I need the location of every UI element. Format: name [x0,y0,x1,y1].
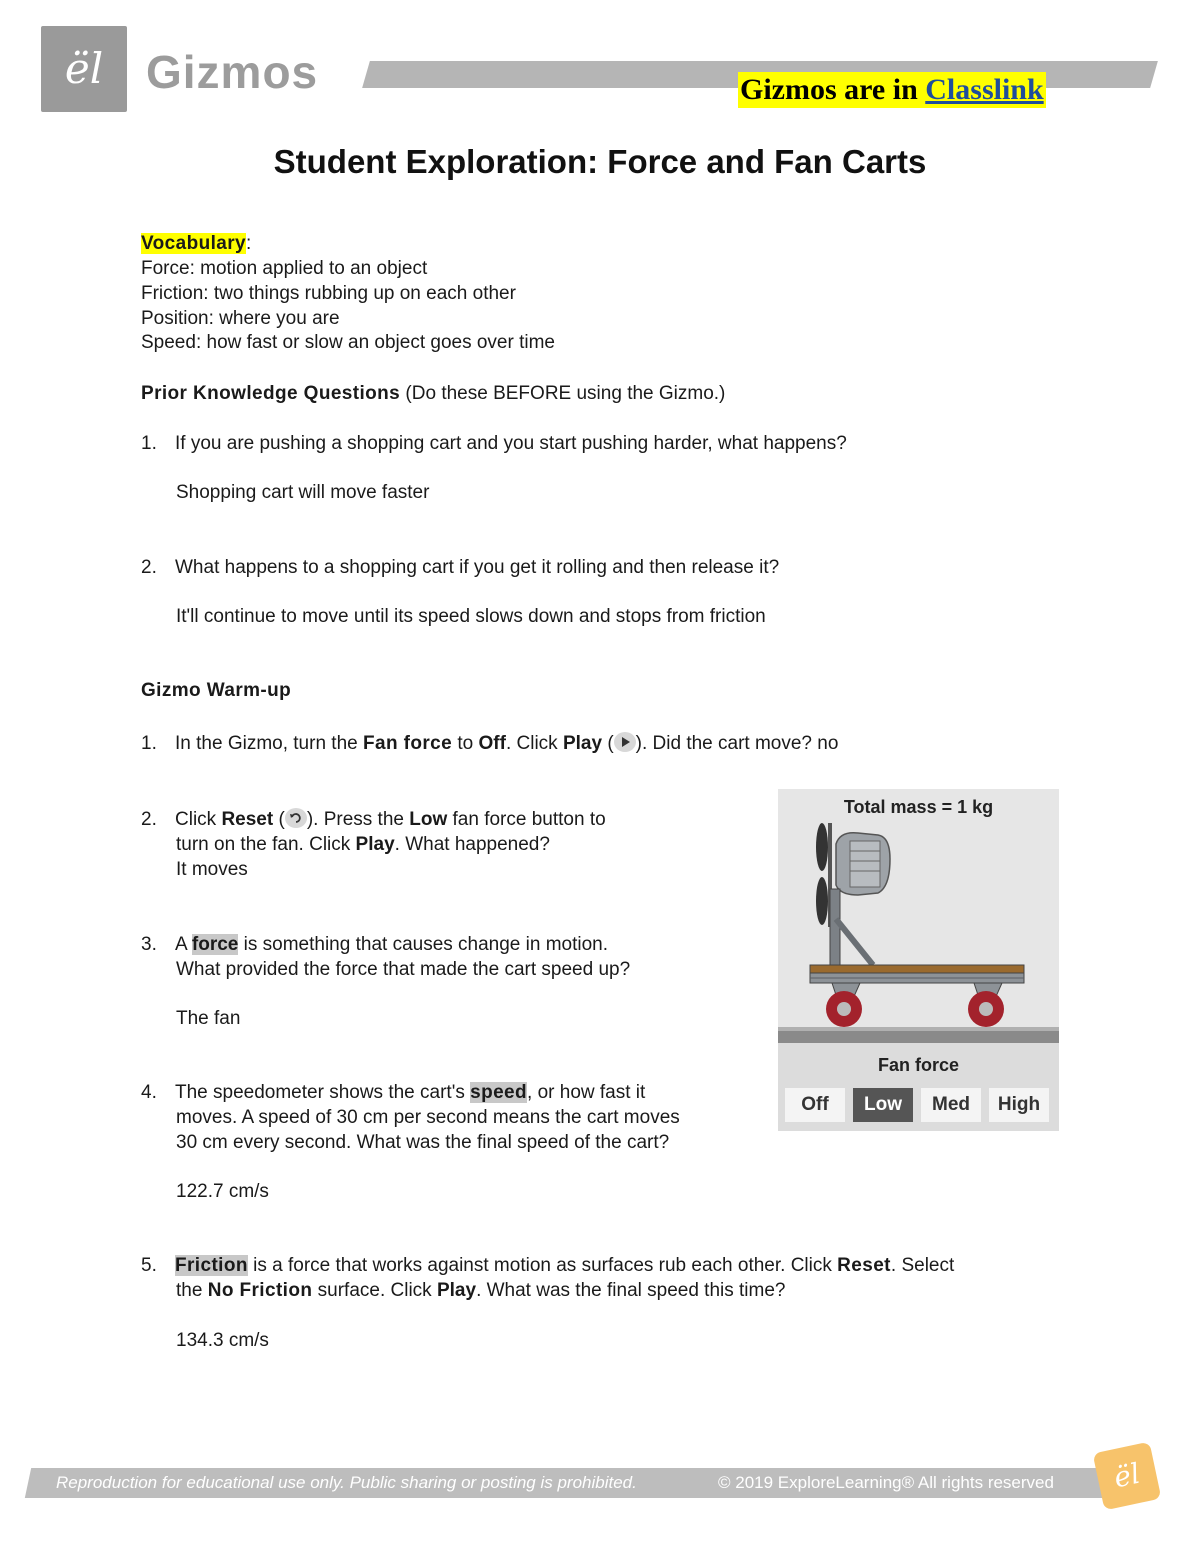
vocabulary-heading-colon: : [246,233,252,254]
fan-force-off-button[interactable]: Off [785,1088,845,1122]
warmup-question-5 [141,1254,954,1278]
q2-text-2: ( [273,809,285,830]
q2-bold-low: Low [409,809,448,830]
warmup-heading [141,679,291,703]
vocabulary-heading [141,232,251,256]
question-number: 2. [141,557,157,578]
vocabulary-item: Force: motion applied to an object [141,258,428,279]
footer-copyright: © 2019 ExploreLearning® All rights reserved [718,1473,1054,1492]
warmup-question-1 [141,732,838,756]
corner-logo-glyph: ël [1110,1456,1143,1495]
q5-line2-text-2: surface. Click [312,1280,437,1301]
q5-text-2: . Select [890,1255,955,1276]
fan-force-high-button[interactable]: High [989,1088,1049,1122]
q1-bold-fan-force: Fan force [362,733,453,754]
prior-heading-label: Prior Knowledge Questions [141,383,401,404]
warmup-question-4 [141,1081,645,1105]
q5-line2-text-1: the [176,1280,208,1301]
question-number: 1. [141,433,157,454]
fan-force-label: Fan force [877,1055,960,1075]
q5-bold-no-friction: No Friction [207,1280,313,1301]
reset-icon [285,808,307,828]
warmup-question-2 [141,808,606,832]
classlink-prefix: Gizmos are in [740,73,926,106]
question-number: 3. [141,934,157,955]
q4-text-1: The speedometer shows the cart's [175,1082,471,1103]
question-number: 2. [141,809,157,830]
brand-name: Gizmos [146,46,319,98]
q1-text-1: In the Gizmo, turn the [175,733,363,754]
warmup-answer-4: 122.7 cm/s [176,1181,269,1202]
q5-bold-reset: Reset [837,1255,891,1276]
warmup-question-3-line-2: What provided the force that made the cart speed up? [176,959,631,980]
warmup-question-4-line-2: moves. A speed of 30 cm per second means the cart moves [176,1107,680,1128]
prior-answer-1: Shopping cart will move faster [176,482,430,503]
prior-heading-note: (Do these BEFORE using the Gizmo.) [400,383,726,404]
footer-reproduction-notice: Reproduction for educational use only. Public sharing or posting is prohibited. [56,1473,637,1492]
q5-text-1: is a force that works against motion as surfaces rub each other. Click [247,1255,838,1276]
play-icon [614,732,636,752]
q1-text-3: . Click [505,733,563,754]
classlink-note [738,72,1046,108]
total-mass-label: Total mass = 1 kg [843,797,994,817]
q5-line2-text-3: . What was the final speed this time? [476,1280,786,1301]
vocabulary-item: Speed: how fast or slow an object goes over time [141,332,556,353]
warmup-question-4-line-3: 30 cm every second. What was the final speed of the cart? [176,1132,670,1153]
q2-line2-text: turn on the fan. Click [176,834,356,855]
warmup-question-5-line-2 [176,1279,786,1303]
warmup-answer-5: 134.3 cm/s [176,1330,269,1351]
q1-bold-off: Off [478,733,506,754]
q2-text-4: fan force button to [447,809,606,830]
gizmo-fan-cart-figure [778,789,1059,1131]
q1-text-4: ( [602,733,614,754]
q1-text-5: ). Did the cart move? no [635,733,839,754]
vocabulary-item: Position: where you are [141,308,340,329]
q2-text-1: Click [175,809,222,830]
q4-term-speed: speed [470,1082,528,1103]
question-number: 1. [141,733,157,754]
q1-bold-play: Play [562,733,603,754]
fan-force-med-button[interactable]: Med [921,1088,981,1122]
prior-question-2 [141,556,779,580]
prior-knowledge-heading [141,382,725,406]
vocabulary-heading-label: Vocabulary [141,233,247,254]
q1-text-2: to [452,733,479,754]
warmup-answer-3: The fan [176,1008,241,1029]
warmup-heading-label: Gizmo Warm-up [141,680,292,701]
q5-term-friction: Friction [175,1255,248,1276]
q5-bold-play: Play [436,1280,477,1301]
q2-bold-reset: Reset [221,809,274,830]
question-text: What happens to a shopping cart if you get it rolling and then release it? [175,557,780,578]
q3-text-1: A [175,934,192,955]
prior-answer-2: It'll continue to move until its speed slows down and stops from friction [176,606,766,627]
q2-line2-text-end: . What happened? [394,834,550,855]
q2-text-3: ). Press the [306,809,410,830]
logo-glyph: ël [64,44,104,93]
classlink-link[interactable]: Classlink [925,73,1044,106]
q3-term-force: force [191,934,239,955]
question-text: If you are pushing a shopping cart and you start pushing harder, what happens? [175,433,847,454]
question-number: 4. [141,1082,157,1103]
q3-text-2: is something that causes change in motion. [238,934,609,955]
page-title: Student Exploration: Force and Fan Carts [273,143,927,180]
fan-cart-illustration [778,789,1059,1043]
warmup-question-2-line-2 [176,833,550,857]
fan-force-low-button[interactable]: Low [853,1088,913,1122]
explorelearning-logo [41,26,127,112]
warmup-question-3 [141,933,608,957]
corner-logo [1093,1442,1162,1511]
question-number: 5. [141,1255,157,1276]
prior-question-1 [141,432,847,456]
q4-text-2: , or how fast it [527,1082,646,1103]
warmup-answer-2: It moves [176,859,248,880]
q2-bold-play: Play [355,834,395,855]
vocabulary-item: Friction: two things rubbing up on each other [141,283,516,304]
